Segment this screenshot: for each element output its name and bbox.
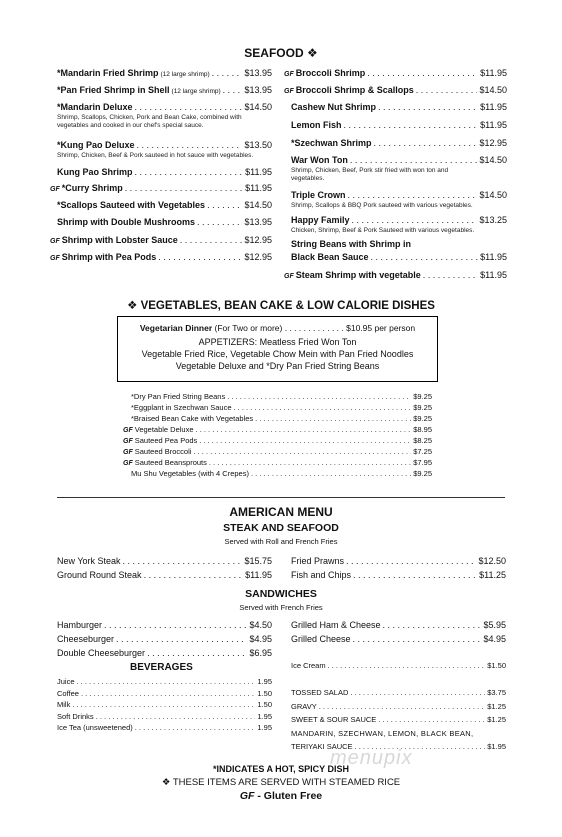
menu-item-label: Happy Family	[291, 215, 350, 225]
menu-item-label: Shrimp with Double Mushrooms	[57, 217, 196, 227]
dot-leader	[353, 633, 482, 645]
menu-item	[291, 555, 506, 567]
menu-item-description: Shrimp, Scallops & BBQ Pork sauteed with various vegetables.	[291, 202, 473, 209]
vegetarian-dinner-name: Vegetarian Dinner	[139, 323, 213, 333]
menu-item-price: 1.95	[257, 723, 272, 732]
dot-leader	[137, 140, 243, 151]
menu-item-price: $12.95	[244, 252, 272, 262]
menu-item-name	[291, 633, 351, 645]
dot-leader	[72, 700, 255, 710]
dot-leader	[350, 688, 485, 698]
menu-item-description: Shrimp, Scallops, Chicken, Pork and Bean Cake, combined with	[57, 114, 242, 121]
dot-leader	[378, 715, 485, 725]
menu-item-label: Steam Shrimp with vegetable	[295, 270, 421, 280]
menu-item-label: *Scallops Sauteed with Vegetables	[57, 200, 206, 210]
menu-item-price: $13.50	[244, 140, 272, 150]
menu-item	[57, 167, 272, 178]
menu-item-name	[131, 392, 225, 402]
menu-item-price: $11.95	[480, 270, 507, 280]
menu-item	[291, 661, 506, 671]
menu-item-label: Double Cheeseburger	[57, 648, 146, 658]
dot-leader	[147, 647, 247, 659]
menu-item	[57, 647, 272, 659]
menu-item	[291, 569, 506, 581]
menu-item	[291, 715, 506, 725]
vegetarian-dinner-note: (For Two or more) . . . . . . . . . . . . . $10.95 per person	[212, 323, 416, 333]
menu-item	[57, 217, 272, 228]
menu-item	[57, 140, 272, 151]
menu-item-description: vegetables.	[291, 175, 325, 182]
menu-item-price: $12.95	[244, 235, 272, 245]
menu-item	[57, 85, 272, 97]
menu-item	[131, 403, 432, 413]
dot-leader	[255, 414, 411, 424]
menu-item	[57, 555, 272, 567]
dot-leader	[319, 702, 486, 712]
dot-leader	[193, 447, 411, 457]
menu-item	[57, 677, 272, 687]
menu-item-name	[291, 619, 381, 631]
menu-item-price: $1.25	[487, 702, 506, 711]
menu-item-label: *Mandarin Deluxe	[57, 102, 133, 112]
menu-item-price: $11.95	[480, 68, 507, 78]
gf-mark: GF	[239, 790, 255, 802]
gluten-free-mark: GF	[50, 238, 60, 245]
menu-item	[131, 414, 432, 424]
gf-text: - Gluten Free	[254, 790, 323, 802]
dot-leader	[348, 190, 478, 201]
menu-item-label: Broccoli Shrimp	[295, 68, 366, 78]
menu-item	[123, 458, 432, 469]
menu-item-name	[291, 569, 351, 581]
gluten-free-mark: GF	[123, 449, 133, 456]
menu-item-label: Grilled Cheese	[291, 634, 351, 644]
gluten-free-mark: GF	[123, 438, 133, 445]
menu-item-price: $11.95	[480, 102, 507, 112]
menu-item-price: 1.50	[257, 700, 272, 709]
menu-item-name	[131, 469, 249, 479]
menu-item-name	[57, 712, 94, 722]
dot-leader	[135, 167, 244, 178]
menu-item-price: $9.25	[413, 403, 432, 412]
menu-item-name	[57, 200, 205, 211]
menu-item	[57, 200, 272, 211]
menu-item-price: $9.25	[413, 392, 432, 401]
menu-item-label: Vegetable Deluxe	[134, 425, 194, 434]
menu-item-price: $4.95	[483, 634, 506, 644]
menu-item-name	[291, 252, 369, 263]
gluten-free-mark: GF	[123, 460, 133, 467]
menu-item-price: $13.95	[244, 85, 272, 95]
menu-item	[291, 138, 507, 149]
dot-leader	[135, 102, 243, 113]
menu-item-label: Shrimp with Pea Pods	[61, 252, 157, 262]
dot-leader	[116, 633, 247, 645]
menu-item-price: $12.95	[479, 138, 507, 148]
menu-item	[284, 85, 507, 97]
dot-leader	[104, 619, 247, 631]
menu-item-name	[131, 403, 232, 413]
menu-item-name	[131, 414, 253, 424]
menu-item-price: $3.75	[487, 688, 506, 697]
menu-item-label: Fried Prawns	[291, 556, 345, 566]
menu-item-price: $13.95	[244, 217, 272, 227]
dot-leader	[199, 436, 411, 446]
vegetarian-dinner-box	[117, 316, 438, 382]
menu-item-name	[57, 677, 75, 687]
menu-item-name	[57, 140, 135, 151]
menu-item-price: $11.95	[245, 183, 272, 193]
gluten-free-note	[0, 790, 562, 802]
vegetables-heading: ❖ VEGETABLES, BEAN CAKE & LOW CALORIE DISHES	[127, 300, 435, 312]
menu-item-name	[123, 447, 191, 458]
menu-item-price: $7.25	[413, 447, 432, 456]
menu-item	[123, 425, 432, 436]
menu-item-label: *Mandarin Fried Shrimp	[57, 68, 159, 78]
menu-item-name	[291, 215, 350, 226]
menu-item-label: Sauteed Pea Pods	[134, 436, 198, 445]
menu-item	[284, 270, 507, 282]
dot-leader	[374, 138, 478, 149]
sauces-line: MANDARIN, SZECHWAN, LEMON, BLACK BEAN,	[291, 729, 474, 738]
menu-item-price: $13.95	[244, 68, 272, 78]
menu-item-label: Grilled Ham & Cheese	[291, 620, 381, 630]
menu-item-name-line: String Beans with Shrimp in	[291, 239, 412, 249]
menu-item-name	[291, 138, 372, 149]
menu-item-price: $14.50	[244, 200, 272, 210]
menu-item-label: *Dry Pan Fried String Beans	[131, 392, 226, 401]
dot-leader	[144, 569, 244, 581]
menu-item-price: $1.95	[487, 742, 506, 751]
sandwiches-subheading: Served with French Fries	[239, 603, 323, 612]
menu-item-name	[291, 102, 376, 113]
menu-item-name	[291, 702, 317, 712]
menu-item	[50, 183, 272, 195]
dot-leader	[350, 155, 478, 166]
menu-item-price: $5.95	[483, 620, 506, 630]
menu-item-price: $11.95	[480, 120, 507, 130]
menu-item-label: TOSSED SALAD	[291, 688, 349, 697]
menu-item	[291, 619, 506, 631]
menu-item-description: Shrimp, Chicken, Beef, Pork stir fried with won ton and	[291, 167, 449, 174]
dot-leader	[223, 85, 243, 96]
menu-item-label: Juice	[57, 677, 75, 686]
menu-item-description: vegetables and cooked in our chef's special sauce.	[57, 122, 204, 129]
menu-item-name	[57, 569, 142, 581]
vegetarian-dinner-line-2: Vegetable Fried Rice, Vegetable Chow Mein with Pan Fried Noodles	[141, 349, 414, 359]
dot-leader	[367, 68, 478, 79]
menu-item-price: $4.50	[249, 620, 272, 630]
menu-item-name	[291, 190, 346, 201]
menu-item-price: 1.95	[257, 677, 272, 686]
menu-item-price: $8.25	[413, 436, 432, 445]
menu-item-label: Sauteed Broccoli	[134, 447, 192, 456]
steak-subheading: Served with Roll and French Fries	[224, 537, 338, 546]
menu-item-price: $13.25	[479, 215, 507, 225]
dot-leader	[196, 425, 412, 435]
menu-item	[291, 102, 507, 113]
menu-item-price: 1.95	[257, 711, 272, 721]
menu-item-name	[57, 723, 133, 733]
menu-item-label: Cashew Nut Shrimp	[291, 102, 377, 112]
dot-leader	[158, 252, 242, 263]
menu-item-price: $11.95	[245, 167, 272, 177]
menu-item-description: Chicken, Shrimp, Beef & Pork Sauteed with various vegetables.	[291, 227, 475, 234]
menu-item-name	[50, 183, 123, 195]
seafood-heading: SEAFOOD ❖	[244, 46, 318, 60]
dot-leader	[346, 555, 476, 567]
menu-item-label: *Curry Shrimp	[61, 183, 123, 193]
menu-item-label: SWEET & SOUR SAUCE	[291, 715, 377, 724]
vegetarian-dinner-contents	[118, 336, 437, 372]
dot-leader	[180, 235, 243, 246]
menu-item	[57, 102, 272, 113]
menu-item-name	[57, 619, 102, 631]
gluten-free-mark: GF	[284, 71, 294, 78]
menu-item	[123, 436, 432, 447]
dot-leader	[344, 120, 479, 131]
menu-item-price: $1.50	[487, 661, 506, 670]
menu-item-name	[57, 689, 79, 699]
menu-item	[131, 392, 432, 402]
dot-leader	[209, 458, 411, 468]
menu-item-price: $7.95	[413, 458, 432, 467]
menu-item	[57, 700, 272, 710]
menu-item-price: $12.50	[478, 556, 506, 566]
menu-item	[57, 723, 272, 733]
menu-item	[50, 235, 272, 247]
menu-item-label: War Won Ton	[291, 155, 348, 165]
menu-item-label: Sauteed Beansprouts	[134, 458, 207, 467]
menu-item	[57, 689, 272, 699]
menu-item	[291, 688, 506, 698]
menu-item	[291, 120, 507, 131]
menu-item-name	[123, 425, 194, 436]
menu-item-name	[291, 120, 342, 131]
menu-item-name	[284, 85, 414, 97]
menu-item-label: Lemon Fish	[291, 120, 342, 130]
menu-item-label: *Kung Pao Deluxe	[57, 140, 135, 150]
beverages-heading: BEVERAGES	[130, 662, 193, 673]
dot-leader	[212, 68, 243, 79]
menu-item-note: (12 large shrimp)	[160, 71, 210, 78]
menu-item-label: Coffee	[57, 688, 79, 698]
menu-item	[57, 619, 272, 631]
menu-item-name	[57, 217, 195, 228]
menu-item-label: Black Bean Sauce	[291, 252, 369, 262]
dot-leader	[251, 469, 411, 479]
menu-item-label: Broccoli Shrimp & Scallops	[295, 85, 414, 95]
menu-item-label: GRAVY	[291, 702, 317, 711]
menu-item-name	[57, 633, 114, 645]
watermark-logo: menupix	[330, 747, 413, 769]
vegetarian-dinner-line	[118, 323, 437, 333]
gluten-free-mark: GF	[123, 427, 133, 434]
menu-item-name	[123, 436, 197, 447]
menu-item-name	[50, 252, 156, 264]
menu-item-name	[284, 270, 421, 282]
dot-leader	[77, 677, 256, 687]
menu-item-name: TERIYAKI SAUCE	[291, 742, 353, 751]
dot-leader	[353, 569, 477, 581]
menu-item	[291, 155, 507, 166]
menu-item-label: Mu Shu Vegetables (with 4 Crepes)	[131, 469, 249, 478]
gluten-free-mark: GF	[50, 186, 60, 193]
dot-leader	[352, 215, 478, 226]
dot-leader	[81, 689, 255, 699]
dot-leader	[123, 555, 243, 567]
menu-item-price: $9.25	[413, 469, 432, 478]
menu-item-name	[57, 700, 70, 710]
menu-item-price: $6.95	[249, 648, 272, 658]
menu-item-name	[57, 647, 145, 659]
menu-item-name	[291, 688, 348, 698]
menu-item	[131, 469, 432, 479]
menu-item	[123, 447, 432, 458]
menu-item-price: $14.50	[244, 102, 272, 112]
menu-item-name	[291, 661, 326, 671]
vegetarian-dinner-line-3: Vegetable Deluxe and *Dry Pan Fried String Beans	[175, 361, 380, 371]
menu-item	[291, 190, 507, 201]
menu-item-name	[291, 715, 376, 725]
menu-item-name	[57, 555, 121, 567]
steamed-rice-note: ❖ THESE ITEMS ARE SERVED WITH STEAMED RICE	[161, 777, 401, 788]
menu-item	[291, 702, 506, 712]
menu-item-price: $8.95	[413, 425, 432, 434]
dot-leader	[197, 217, 242, 228]
menu-item-label: Ground Round Steak	[57, 570, 142, 580]
menu-item-price: $14.50	[479, 155, 507, 165]
menu-item-note: (12 large shrimp)	[171, 88, 221, 95]
menu-item	[284, 68, 507, 80]
menu-item	[57, 569, 272, 581]
menu-item-name	[123, 458, 207, 469]
sandwiches-heading: SANDWICHES	[245, 588, 317, 600]
menu-item-price: $15.75	[244, 556, 272, 566]
menu-item-name	[284, 68, 365, 80]
dot-leader	[423, 270, 478, 281]
menu-item-name	[57, 68, 210, 80]
menu-item-price: $11.95	[480, 252, 507, 262]
menu-item	[291, 215, 507, 226]
menu-item-label: *Szechwan Shrimp	[291, 138, 372, 148]
menu-item-label: *Pan Fried Shrimp in Shell	[57, 85, 170, 95]
dot-leader	[416, 85, 478, 96]
menu-item-label: Ice Tea (unsweetened)	[57, 723, 133, 732]
menu-item-label: New York Steak	[57, 556, 121, 566]
menu-item-name	[57, 85, 221, 97]
vegetarian-dinner-line-1: APPETIZERS: Meatless Fried Won Ton	[198, 337, 357, 347]
menu-item	[57, 68, 272, 80]
dot-leader	[234, 403, 412, 413]
menu-item-price: $1.25	[487, 715, 506, 724]
gluten-free-mark: GF	[284, 88, 294, 95]
menu-item-price: $9.25	[413, 414, 432, 423]
menu-item-label: Ice Cream	[291, 661, 326, 670]
menu-item-label: Fish and Chips	[291, 570, 352, 580]
menu-item	[291, 633, 506, 645]
menu-item	[57, 712, 272, 722]
dot-leader	[371, 252, 479, 263]
menu-item-label: Kung Pao Shrimp	[57, 167, 133, 177]
spicy-note: *INDICATES A HOT, SPICY DISH	[212, 764, 350, 774]
gluten-free-mark: GF	[50, 255, 60, 262]
dot-leader	[207, 200, 242, 211]
dot-leader	[96, 712, 256, 722]
gluten-free-mark: GF	[284, 273, 294, 280]
menu-item-label: Shrimp with Lobster Sauce	[61, 235, 178, 245]
menu-item-name	[50, 235, 178, 247]
menu-item-name	[57, 102, 133, 113]
menu-item-label: Milk	[57, 700, 71, 709]
menu-item-label: Triple Crown	[291, 190, 346, 200]
menu-item	[50, 252, 272, 264]
dot-leader	[328, 661, 486, 671]
menu-item-name	[57, 167, 133, 178]
menu-item-name	[291, 155, 348, 166]
menu-item-label: *Eggplant in Szechwan Sauce	[131, 403, 232, 412]
dot-leader	[227, 392, 411, 402]
menu-item-price: $14.50	[479, 85, 507, 95]
dot-leader	[383, 619, 482, 631]
menu-item	[291, 252, 507, 263]
menu-item-label: Hamburger	[57, 620, 103, 630]
menu-item-price: $14.50	[479, 190, 507, 200]
menu-item	[57, 633, 272, 645]
menu-item-price: $4.95	[249, 634, 272, 644]
menu-item-price: 1.50	[257, 688, 272, 698]
dot-leader	[135, 723, 256, 733]
american-heading: AMERICAN MENU	[229, 505, 333, 519]
menu-item-label: Soft Drinks	[57, 711, 94, 721]
steak-heading: STEAK AND SEAFOOD	[223, 522, 339, 534]
section-divider	[57, 497, 505, 498]
menu-item-label: Cheeseburger	[57, 634, 115, 644]
menu-item-price: $11.25	[479, 570, 506, 580]
menu-item-description: Shrimp, Chicken, Beef & Pork sauteed in hot sauce with vegetables.	[57, 152, 254, 159]
menu-item-label: *Braised Bean Cake with Vegetables	[131, 414, 254, 423]
menu-item-price: $11.95	[245, 570, 272, 580]
menu-item-name	[291, 555, 344, 567]
dot-leader	[125, 183, 243, 194]
dot-leader	[378, 102, 478, 113]
